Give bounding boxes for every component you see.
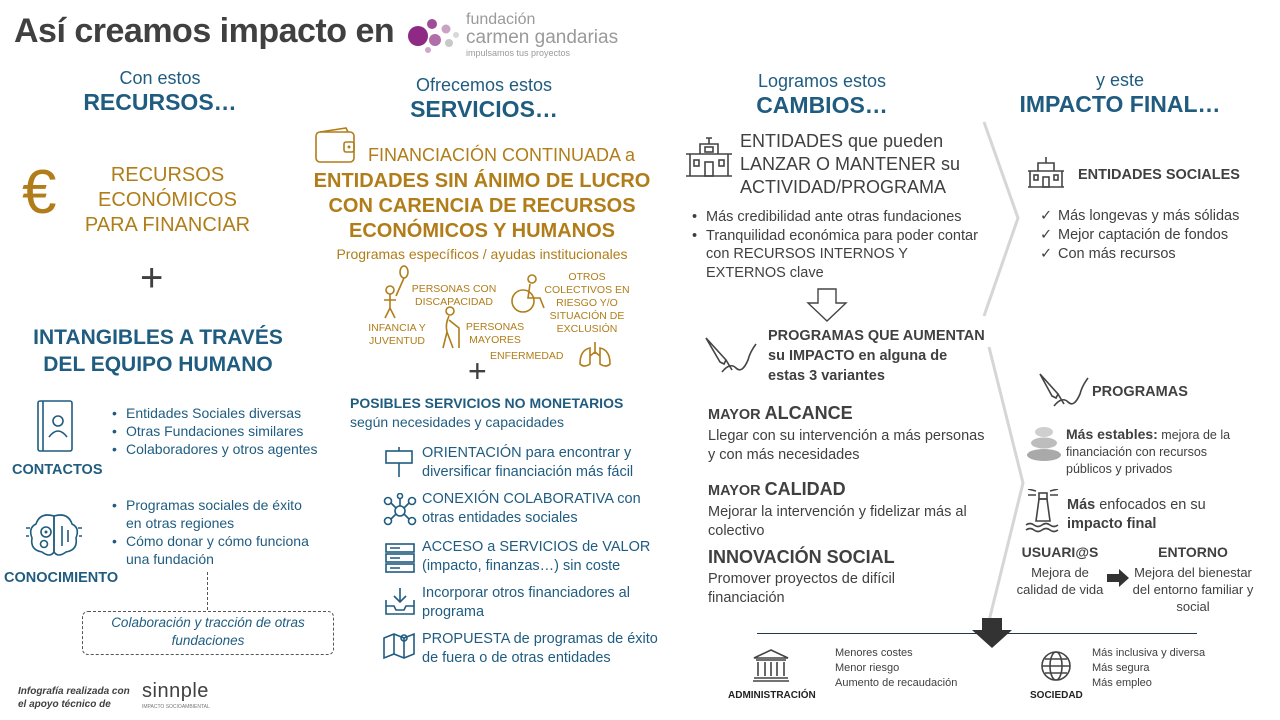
entidades-sociales-list (1038, 207, 1258, 264)
credit-line: Infografía realizada con (18, 686, 130, 697)
col4-header-big: IMPACTO FINAL… (1019, 91, 1221, 117)
programas-bold: PROGRAMAS QUE AUMENTAN su IMPACTO (768, 328, 985, 364)
contacts-label: CONTACTOS (12, 462, 103, 478)
list-item: • Programas sociales de éxito en otras regiones (110, 496, 320, 532)
credit-text (18, 685, 130, 711)
service-item (422, 584, 672, 622)
contacts-list (110, 404, 340, 458)
col4-header (1010, 70, 1230, 118)
programas-label: PROGRAMAS (1092, 384, 1188, 400)
service-bold: PROPUESTA (422, 631, 510, 647)
variant-desc: Llegar con su intervención a más personas y con más necesidades (708, 428, 985, 463)
foundation-logo (466, 12, 618, 58)
programas-rest: en alguna de estas 3 variantes (768, 348, 948, 384)
programas-line: Programas específicos / ayudas institucionales (336, 246, 628, 262)
knowledge-label: CONOCIMIENTO (4, 570, 119, 586)
lungs-icon (578, 340, 612, 370)
service-item (422, 444, 672, 482)
pen-signature-icon (702, 334, 758, 376)
list-item: • Más credibilidad ante otras fundaciones (690, 208, 990, 227)
usuarios-block (1010, 544, 1110, 598)
lighthouse-icon (1024, 489, 1062, 533)
list-item: ✓ Más longevas y más sólidas (1038, 207, 1258, 226)
economic-line: ECONÓMICOS (98, 189, 237, 211)
col1-header-big: RECURSOS… (83, 89, 237, 115)
estables-rest: mejora de la financiación con recursos públicos y privados (1066, 428, 1231, 476)
entidades-heading: ENTIDADES que pueden LANZAR O MANTENER su ACTIVIDAD/PROGRAMA (740, 131, 961, 197)
wallet-icon (314, 126, 358, 164)
programas-impacto (768, 326, 986, 386)
nomon-title: POSIBLES SERVICIOS NO MONETARIOS (350, 395, 624, 411)
financ-line: ENTIDADES SIN ÁNIMO DE LUCRO (313, 170, 651, 192)
stacked-stones-icon (1024, 426, 1064, 462)
pen-signature-small-icon (1036, 370, 1090, 410)
service-rest: (impacto, finanzas…) sin coste (422, 558, 621, 574)
intangibles-line: DEL EQUIPO HUMANO (43, 353, 273, 376)
inbox-download-icon (384, 586, 416, 616)
service-item (422, 630, 676, 668)
usuarios-label: USUARI@S (1021, 544, 1099, 560)
service-item (422, 490, 672, 528)
economic-resources (80, 163, 255, 238)
plus-sign: + (140, 256, 164, 300)
service-rest: con otras entidades sociales (422, 491, 641, 526)
globe-icon (1040, 650, 1072, 682)
entorno-label: ENTORNO (1158, 544, 1228, 560)
variant-innovacion (708, 547, 968, 608)
enfocados-final: impacto final (1067, 516, 1157, 532)
brain-gears-icon (24, 510, 84, 560)
financ-target (296, 169, 668, 244)
service-rest: de programas de éxito de fuera o de otras entidades (422, 631, 658, 666)
service-item (422, 538, 672, 576)
plus-sign-2: + (468, 353, 487, 389)
list-item: Aumento de recaudación (835, 677, 958, 689)
sinnple-logo-sub: IMPACTO SOCIOAMBIENTAL (142, 704, 210, 710)
collaboration-text: Colaboración y tracción de otras fundaciones (111, 615, 305, 648)
map-pin-icon (382, 630, 416, 660)
estables-bold: Más estables: (1066, 426, 1158, 442)
col4-header-small: y este (1095, 70, 1145, 90)
list-item: Más empleo (1092, 677, 1152, 689)
wheelchair-icon (508, 274, 546, 314)
economic-line: RECURSOS (110, 164, 225, 186)
down-arrow-solid-icon (972, 618, 1012, 648)
knowledge-list (110, 496, 320, 568)
mas-enfocados (1067, 496, 1247, 534)
sinnple-logo: sinnple (142, 680, 209, 702)
group-otros: OTROS COLECTIVOS EN RIESGO Y/O SITUACIÓN DE EXCLUSIÓN (544, 271, 630, 335)
variant-desc: Promover proyectos de difícil financiación (708, 571, 895, 606)
variant-pre: MAYOR (708, 483, 765, 499)
col3-header (732, 71, 912, 119)
variant-big: INNOVACIÓN SOCIAL (708, 547, 895, 567)
service-bold: ACCESO a SERVICIOS de VALOR (422, 539, 651, 555)
nomon-sub: según necesidades y capacidades (350, 414, 565, 430)
contacts-book-icon (34, 399, 78, 455)
network-icon (382, 493, 418, 529)
variant-pre: MAYOR (708, 407, 765, 423)
list-item: Más inclusiva y diversa (1092, 647, 1206, 659)
entidades-list (690, 208, 990, 282)
intangibles-heading (20, 324, 296, 378)
signpost-icon (384, 447, 414, 479)
mas-estables (1066, 426, 1250, 478)
variant-big: CALIDAD (764, 479, 846, 499)
variant-calidad (708, 479, 988, 541)
col2-header (384, 75, 584, 123)
col3-header-small: Logramos estos (757, 71, 887, 91)
financ-intro: FINANCIACIÓN CONTINUADA a (368, 145, 636, 165)
col2-header-small: Ofrecemos estos (415, 75, 553, 95)
entorno-block (1130, 544, 1256, 615)
col1-header-small: Con estos (119, 68, 201, 88)
list-item: Más segura (1092, 662, 1150, 674)
logo-line-1: fundación (466, 11, 536, 28)
credit-line: el apoyo técnico de (18, 699, 111, 710)
logo-line-3: impulsamos tus proyectos (466, 48, 571, 58)
service-bold: CONEXIÓN COLABORATIVA (422, 491, 614, 507)
service-rest: para encontrar y diversificar financiación más fácil (422, 445, 634, 480)
group-infancia: INFANCIA Y JUVENTUD (368, 322, 426, 347)
foundation-logo-icon (404, 16, 460, 54)
enfocados-bold: Más (1067, 497, 1096, 513)
list-item: Menores costes (835, 647, 913, 659)
group-mayores: PERSONAS MAYORES (465, 321, 525, 346)
service-rest: Incorporar otros financiadores al programa (422, 585, 630, 620)
child-balloon-icon (378, 264, 412, 320)
list-item: • Cómo donar y cómo funciona una fundación (110, 532, 320, 568)
entorno-desc: Mejora del bienestar del entorno familiar y social (1132, 565, 1254, 614)
right-arrow-icon (1106, 568, 1130, 588)
admin-list (835, 646, 957, 691)
variant-big: ALCANCE (764, 403, 853, 423)
col1-header (60, 68, 260, 116)
entidades-sociales-label: ENTIDADES SOCIALES (1078, 167, 1240, 183)
dashed-connector (207, 572, 208, 610)
group-enfermedad: ENFERMEDAD (490, 350, 564, 362)
enfocados-rest: enfocados en su (1095, 497, 1206, 513)
variant-desc: Mejorar la intervención y fidelizar más al colectivo (708, 504, 967, 539)
sociedad-list (1092, 646, 1205, 691)
col3-header-big: CAMBIOS… (756, 92, 888, 118)
list-item: • Entidades Sociales diversas (110, 404, 340, 422)
list-item: • Otras Fundaciones similares (110, 422, 340, 440)
variant-alcance (708, 403, 988, 465)
building-small-icon (1026, 155, 1066, 189)
list-item: • Tranquilidad económica para poder contar con RECURSOS INTERNOS Y EXTERNOS clave (690, 227, 990, 283)
group-discapacidad: PERSONAS CON DISCAPACIDAD (411, 283, 497, 308)
server-icon (384, 542, 416, 576)
admin-label: ADMINISTRACIÓN (728, 690, 816, 701)
financ-line: CON CARENCIA DE RECURSOS (328, 195, 636, 217)
list-item: • Colaboradores y otros agentes (110, 440, 340, 458)
page-title: Así creamos impacto en (14, 12, 395, 50)
collaboration-box (82, 611, 334, 655)
sociedad-label: SOCIEDAD (1030, 690, 1083, 701)
financ-line: ECONÓMICOS Y HUMANOS (349, 220, 615, 242)
col2-header-big: SERVICIOS… (410, 96, 558, 122)
usuarios-desc: Mejora de calidad de vida (1016, 565, 1104, 597)
service-bold: ORIENTACIÓN (422, 445, 522, 461)
logo-line-2: carmen gandarias (466, 27, 619, 48)
euro-icon: € (22, 158, 57, 227)
list-item: Menor riesgo (835, 662, 900, 674)
economic-line: PARA FINANCIAR (84, 214, 251, 236)
intangibles-line: INTANGIBLES A TRAVÉS (33, 326, 283, 349)
list-item: ✓ Con más recursos (1038, 245, 1258, 264)
down-arrow-icon (806, 288, 848, 322)
building-icon (684, 134, 734, 178)
list-item: ✓ Mejor captación de fondos (1038, 226, 1258, 245)
government-building-icon (752, 648, 790, 682)
